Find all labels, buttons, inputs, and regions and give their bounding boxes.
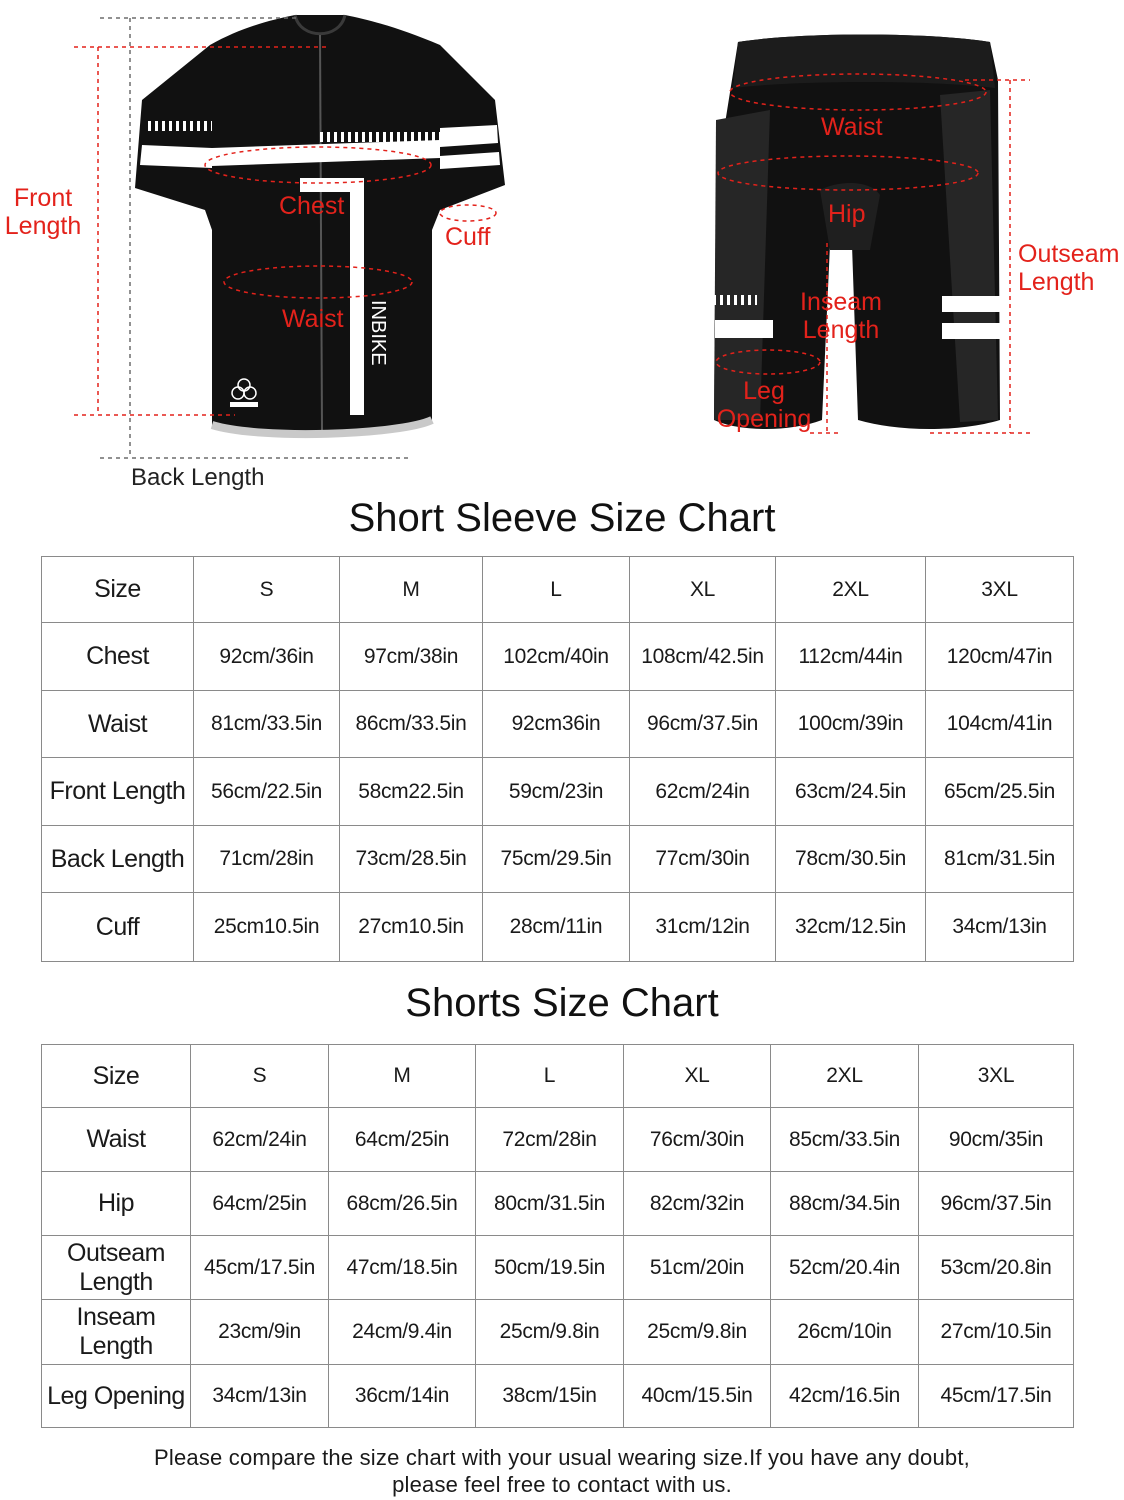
table-cell: 45cm/17.5in [919, 1365, 1074, 1428]
size-col-l: L [476, 1045, 624, 1108]
table-cell: 90cm/35in [919, 1108, 1074, 1172]
size-header: Size [42, 1045, 191, 1108]
size-col-m: M [340, 557, 483, 623]
table-cell: 96cm/37.5in [630, 691, 776, 758]
row-label: Waist [42, 1108, 191, 1172]
table-header-row [42, 1045, 1074, 1108]
table-cell: 85cm/33.5in [771, 1108, 919, 1172]
table-cell: 50cm/19.5in [476, 1236, 624, 1300]
table-cell: 97cm/38in [340, 623, 483, 691]
table-cell: 102cm/40in [483, 623, 630, 691]
table-cell: 80cm/31.5in [476, 1172, 624, 1236]
table-cell: 31cm/12in [630, 893, 776, 962]
table-cell: 64cm/25in [329, 1108, 476, 1172]
size-col-xl: XL [624, 1045, 771, 1108]
table-cell: 45cm/17.5in [191, 1236, 329, 1300]
footer-line-1: Please compare the size chart with your usual wearing size.If you have any doubt, [154, 1445, 970, 1470]
table-cell: 76cm/30in [624, 1108, 771, 1172]
table-cell: 96cm/37.5in [919, 1172, 1074, 1236]
table-cell: 78cm/30.5in [776, 826, 926, 893]
table-cell: 77cm/30in [630, 826, 776, 893]
label-outseam-length: Outseam Length [1018, 240, 1120, 296]
size-col-s: S [191, 1045, 329, 1108]
table-cell: 51cm/20in [624, 1236, 771, 1300]
table-cell: 28cm/11in [483, 893, 630, 962]
size-col-xl: XL [630, 557, 776, 623]
row-label: Inseam Length [42, 1300, 191, 1365]
size-col-m: M [329, 1045, 476, 1108]
table-row [42, 623, 1074, 691]
table-row [42, 1365, 1074, 1428]
label-back-length: Back Length [131, 464, 265, 491]
row-label: Outseam Length [42, 1236, 191, 1300]
label-leg-opening: Leg Opening [716, 377, 812, 433]
table-cell: 81cm/33.5in [194, 691, 340, 758]
table-cell: 68cm/26.5in [329, 1172, 476, 1236]
table-row [42, 691, 1074, 758]
table-cell: 25cm/9.8in [624, 1300, 771, 1365]
garment-drawings [0, 0, 1124, 495]
table-cell: 25cm/9.8in [476, 1300, 624, 1365]
table-cell: 53cm/20.8in [919, 1236, 1074, 1300]
table-cell: 92cm/36in [194, 623, 340, 691]
row-label: Hip [42, 1172, 191, 1236]
size-col-s: S [194, 557, 340, 623]
table-row [42, 1108, 1074, 1172]
label-waist-jersey: Waist [282, 305, 344, 333]
table-cell: 120cm/47in [926, 623, 1074, 691]
table-row [42, 826, 1074, 893]
table-cell: 58cm22.5in [340, 758, 483, 826]
label-front-length: Front Length [4, 184, 82, 240]
size-col-2xl: 2XL [776, 557, 926, 623]
table-cell: 64cm/25in [191, 1172, 329, 1236]
jersey-drawing [74, 15, 505, 458]
table-cell: 47cm/18.5in [329, 1236, 476, 1300]
table-cell: 62cm/24in [630, 758, 776, 826]
table-row [42, 1172, 1074, 1236]
table-cell: 42cm/16.5in [771, 1365, 919, 1428]
label-hip: Hip [828, 200, 866, 228]
size-header: Size [42, 557, 194, 623]
size-col-3xl: 3XL [919, 1045, 1074, 1108]
table-cell: 112cm/44in [776, 623, 926, 691]
row-label: Chest [42, 623, 194, 691]
table-row [42, 1236, 1074, 1300]
table-cell: 25cm10.5in [194, 893, 340, 962]
table-row [42, 893, 1074, 962]
table-cell: 100cm/39in [776, 691, 926, 758]
table-cell: 26cm/10in [771, 1300, 919, 1365]
table-cell: 27cm/10.5in [919, 1300, 1074, 1365]
table-cell: 24cm/9.4in [329, 1300, 476, 1365]
row-label: Leg Opening [42, 1365, 191, 1428]
table-row [42, 758, 1074, 826]
label-cuff: Cuff [445, 223, 491, 251]
table-row [42, 1300, 1074, 1365]
table-cell: 82cm/32in [624, 1172, 771, 1236]
footer-line-2: please feel free to contact with us. [392, 1472, 732, 1497]
shorts-size-table [41, 1044, 1074, 1428]
table-cell: 27cm10.5in [340, 893, 483, 962]
table-cell: 59cm/23in [483, 758, 630, 826]
table-cell: 65cm/25.5in [926, 758, 1074, 826]
table-cell: 34cm/13in [191, 1365, 329, 1428]
label-inseam-length: Inseam Length [800, 288, 882, 344]
table-cell: 23cm/9in [191, 1300, 329, 1365]
table-cell: 40cm/15.5in [624, 1365, 771, 1428]
table-cell: 81cm/31.5in [926, 826, 1074, 893]
table-cell: 92cm36in [483, 691, 630, 758]
short-sleeve-chart-title: Short Sleeve Size Chart [348, 496, 776, 540]
garment-illustration [0, 0, 1124, 495]
table-cell: 71cm/28in [194, 826, 340, 893]
label-chest: Chest [279, 192, 345, 220]
footer-note [0, 1444, 1124, 1498]
table-cell: 56cm/22.5in [194, 758, 340, 826]
short-sleeve-size-table [41, 556, 1074, 962]
row-label: Front Length [42, 758, 194, 826]
table-cell: 36cm/14in [329, 1365, 476, 1428]
shorts-chart-title: Shorts Size Chart [405, 981, 719, 1025]
row-label: Cuff [42, 893, 194, 962]
table-cell: 88cm/34.5in [771, 1172, 919, 1236]
table-cell: 62cm/24in [191, 1108, 329, 1172]
table-cell: 72cm/28in [476, 1108, 624, 1172]
table-cell: 108cm/42.5in [630, 623, 776, 691]
shorts-drawing [713, 35, 1030, 434]
table-cell: 75cm/29.5in [483, 826, 630, 893]
table-cell: 104cm/41in [926, 691, 1074, 758]
row-label: Back Length [42, 826, 194, 893]
size-col-2xl: 2XL [771, 1045, 919, 1108]
table-cell: 86cm/33.5in [340, 691, 483, 758]
table-cell: 52cm/20.4in [771, 1236, 919, 1300]
table-cell: 34cm/13in [926, 893, 1074, 962]
label-waist-shorts: Waist [821, 113, 883, 141]
table-cell: 63cm/24.5in [776, 758, 926, 826]
table-cell: 32cm/12.5in [776, 893, 926, 962]
jersey-logo: INBIKE [367, 300, 389, 366]
table-cell: 73cm/28.5in [340, 826, 483, 893]
table-header-row [42, 557, 1074, 623]
table-cell: 38cm/15in [476, 1365, 624, 1428]
size-col-l: L [483, 557, 630, 623]
size-col-3xl: 3XL [926, 557, 1074, 623]
row-label: Waist [42, 691, 194, 758]
